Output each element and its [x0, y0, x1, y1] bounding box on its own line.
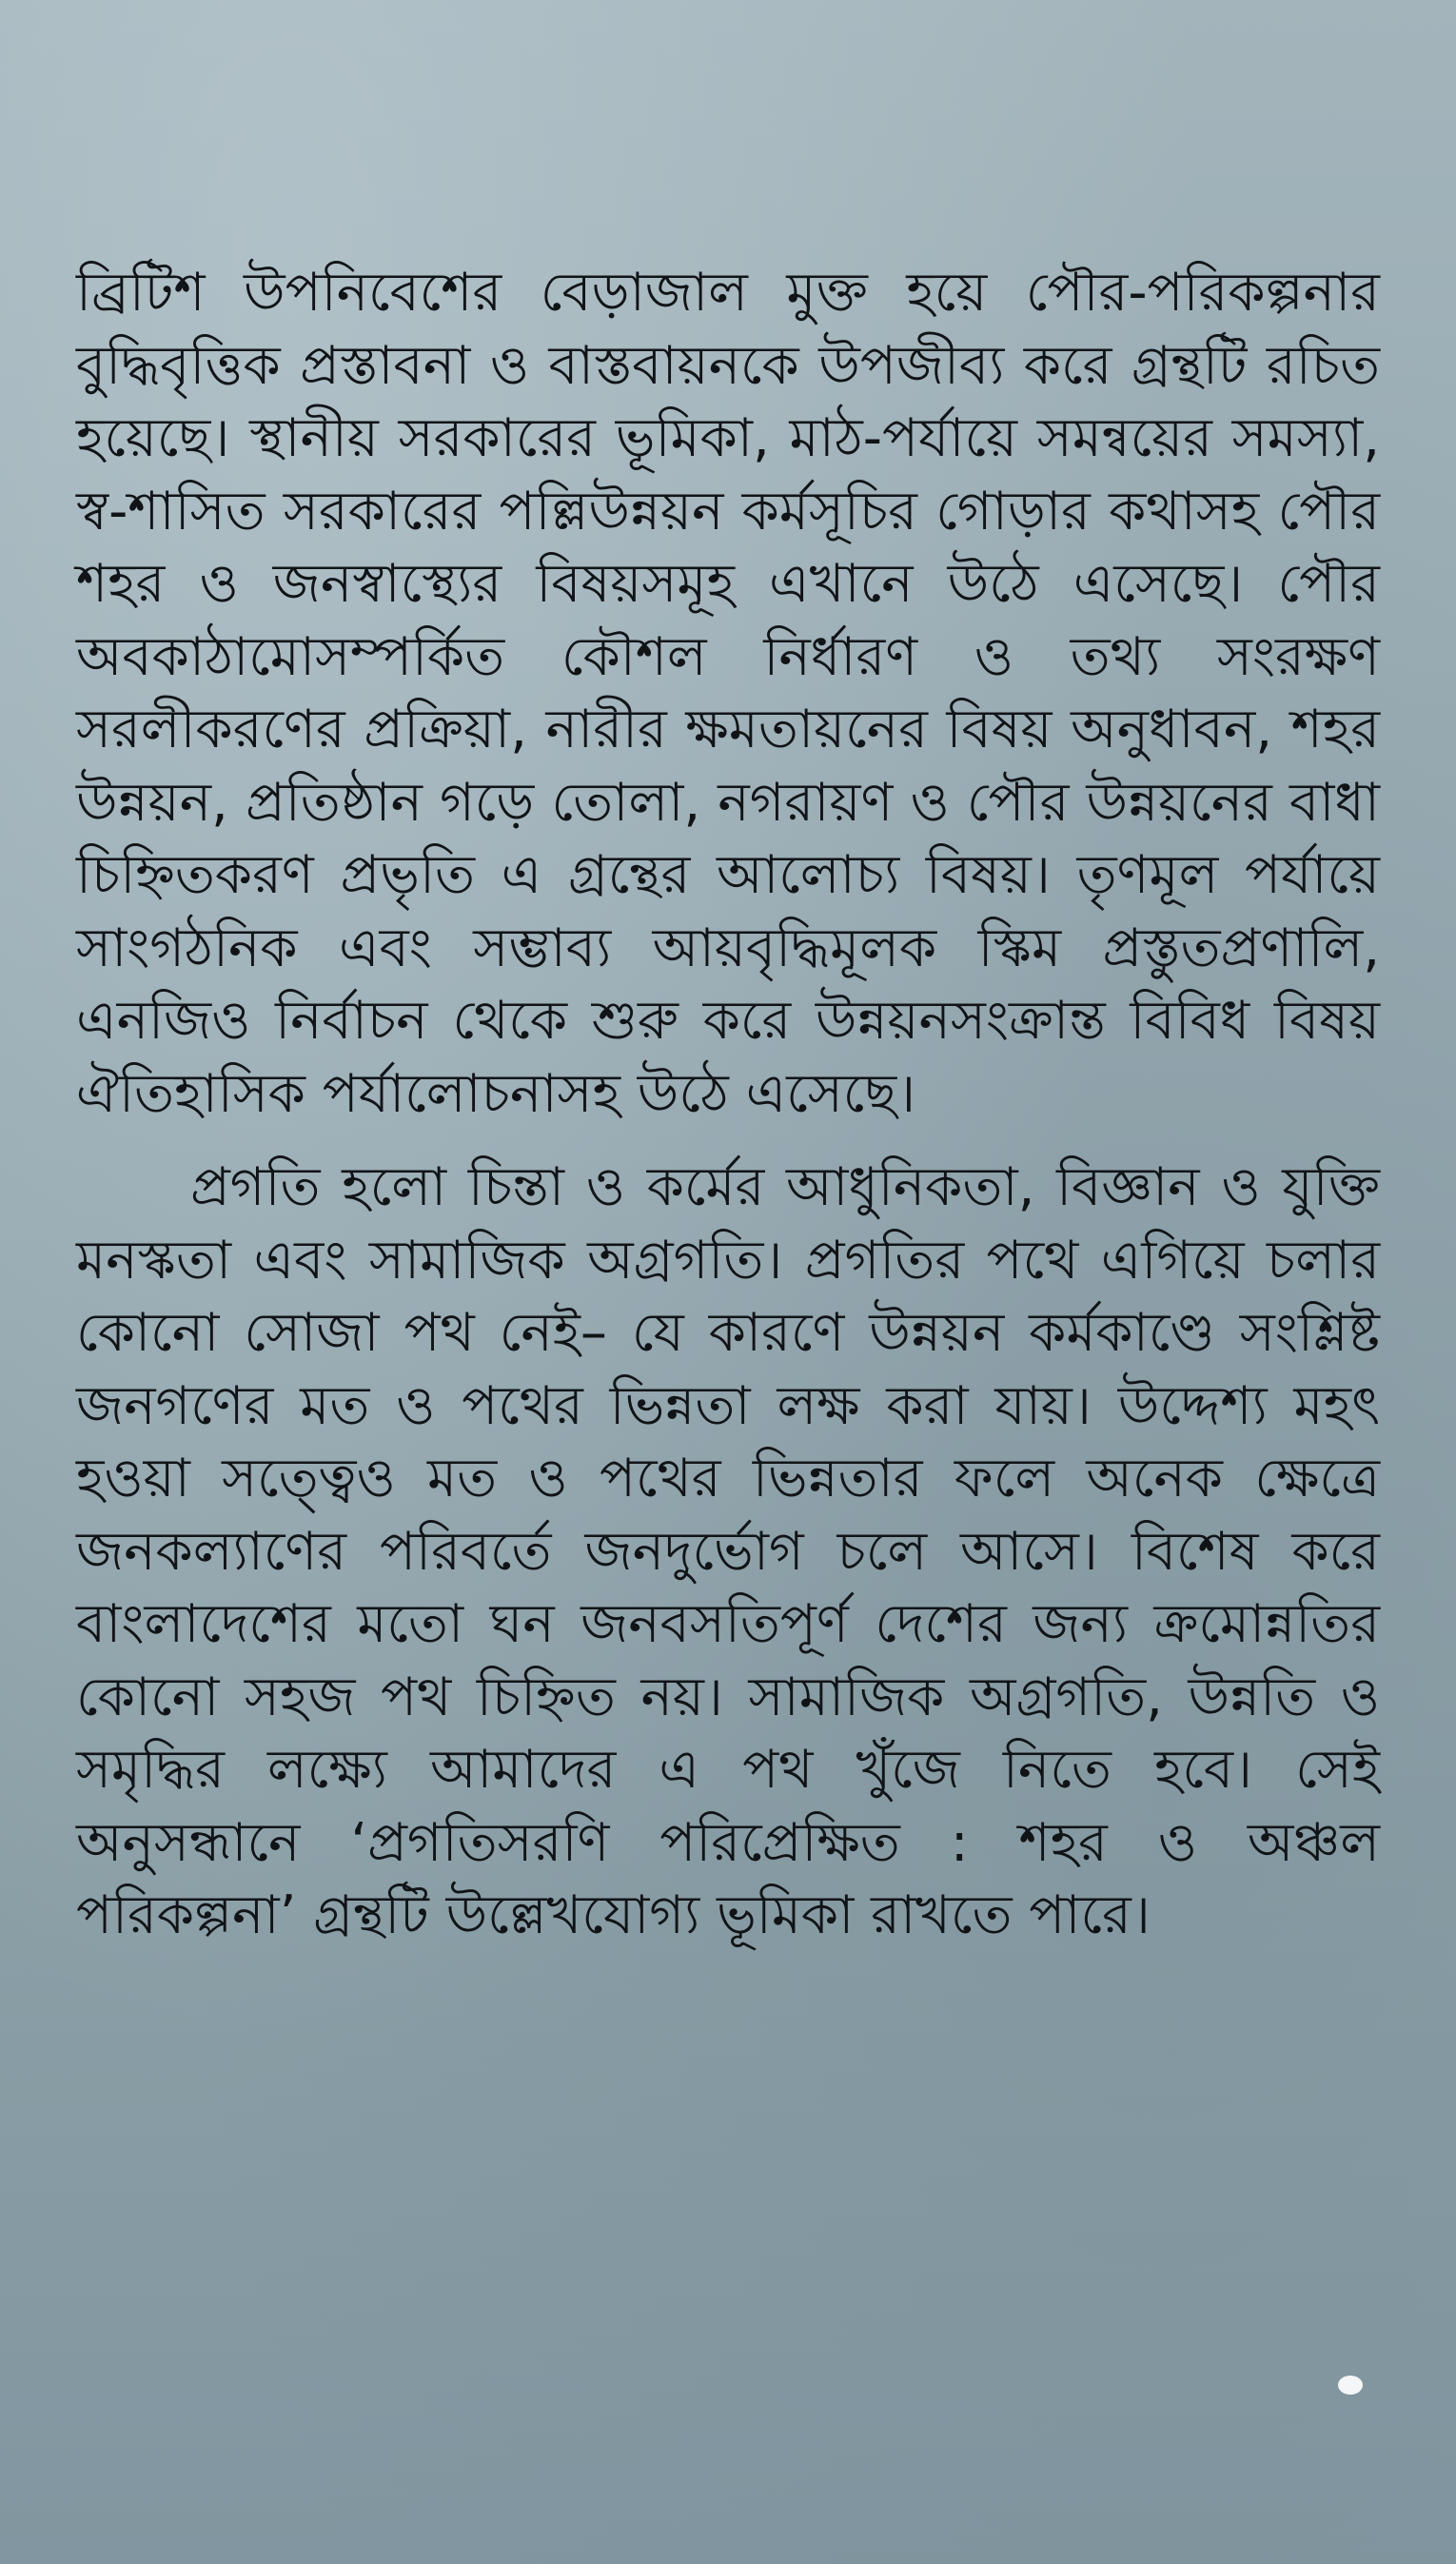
blurb-paragraph-2: প্রগতি হলো চিন্তা ও কর্মের আধুনিকতা, বিজ্ঞান ও যুক্তি মনস্কতা এবং সামাজিক অগ্রগতি। প্রগতির পথে এগিয়ে চলার কোনো সোজা পথ নেই– যে কারণে উন্নয়ন কর্মকাণ্ডে সংশ্লিষ্ট জনগণের মত ও পথের ভিন্নতা লক্ষ করা যায়। উদ্দেশ্য মহৎ হওয়া সত্ত্বেও মত ও পথের ভিন্নতার ফলে অনেক ক্ষেত্রে জনকল্যাণের পরিবর্তে জনদুর্ভোগ চলে আসে। বিশেষ করে বাংলাদেশের মতো ঘন জনবসতিপূর্ণ দেশের জন্য ক্রমোন্নতির কোনো সহজ পথ চিহ্নিত নয়। সামাজিক অগ্রগতি, উন্নতি ও সমৃদ্ধির লক্ষ্যে আমাদের এ পথ খুঁজে নিতে হবে। সেই অনুসন্ধানে ‘প্রগতিসরণি পরিপ্রেক্ষিত : শহর ও অঞ্চল পরিকল্পনা’ গ্রন্থটি উল্লেখযোগ্য ভূমিকা রাখতে পারে।	[76, 1156, 1380, 1946]
paper-speck	[1338, 2376, 1363, 2395]
blurb-text	[76, 257, 1380, 1953]
blurb-paragraph-1: ব্রিটিশ উপনিবেশের বেড়াজাল মুক্ত হয়ে পৌর-পরিকল্পনার বুদ্ধিবৃত্তিক প্রস্তাবনা ও বাস্তবায়নকে উপজীব্য করে গ্রন্থটি রচিত হয়েছে। স্থানীয় সরকারের ভূমিকা, মাঠ-পর্যায়ে সমন্বয়ের সমস্যা, স্ব-শাসিত সরকারের পল্লিউন্নয়ন কর্মসূচির গোড়ার কথাসহ পৌর শহর ও জনস্বাস্থ্যের বিষয়সমূহ এখানে উঠে এসেছে। পৌর অবকাঠামোসম্পর্কিত কৌশল নির্ধারণ ও তথ্য সংরক্ষণ সরলীকরণের প্রক্রিয়া, নারীর ক্ষমতায়নের বিষয় অনুধাবন, শহর উন্নয়ন, প্রতিষ্ঠান গড়ে তোলা, নগরায়ণ ও পৌর উন্নয়নের বাধা চিহ্নিতকরণ প্রভৃতি এ গ্রন্থের আলোচ্য বিষয়। তৃণমূল পর্যায়ে সাংগঠনিক এবং সম্ভাব্য আয়বৃদ্ধিমূলক স্কিম প্রস্তুতপ্রণালি, এনজিও নির্বাচন থেকে শুরু করে উন্নয়নসংক্রান্ত বিবিধ বিষয় ঐতিহাসিক পর্যালোচনাসহ উঠে এসেছে।	[76, 262, 1380, 1125]
